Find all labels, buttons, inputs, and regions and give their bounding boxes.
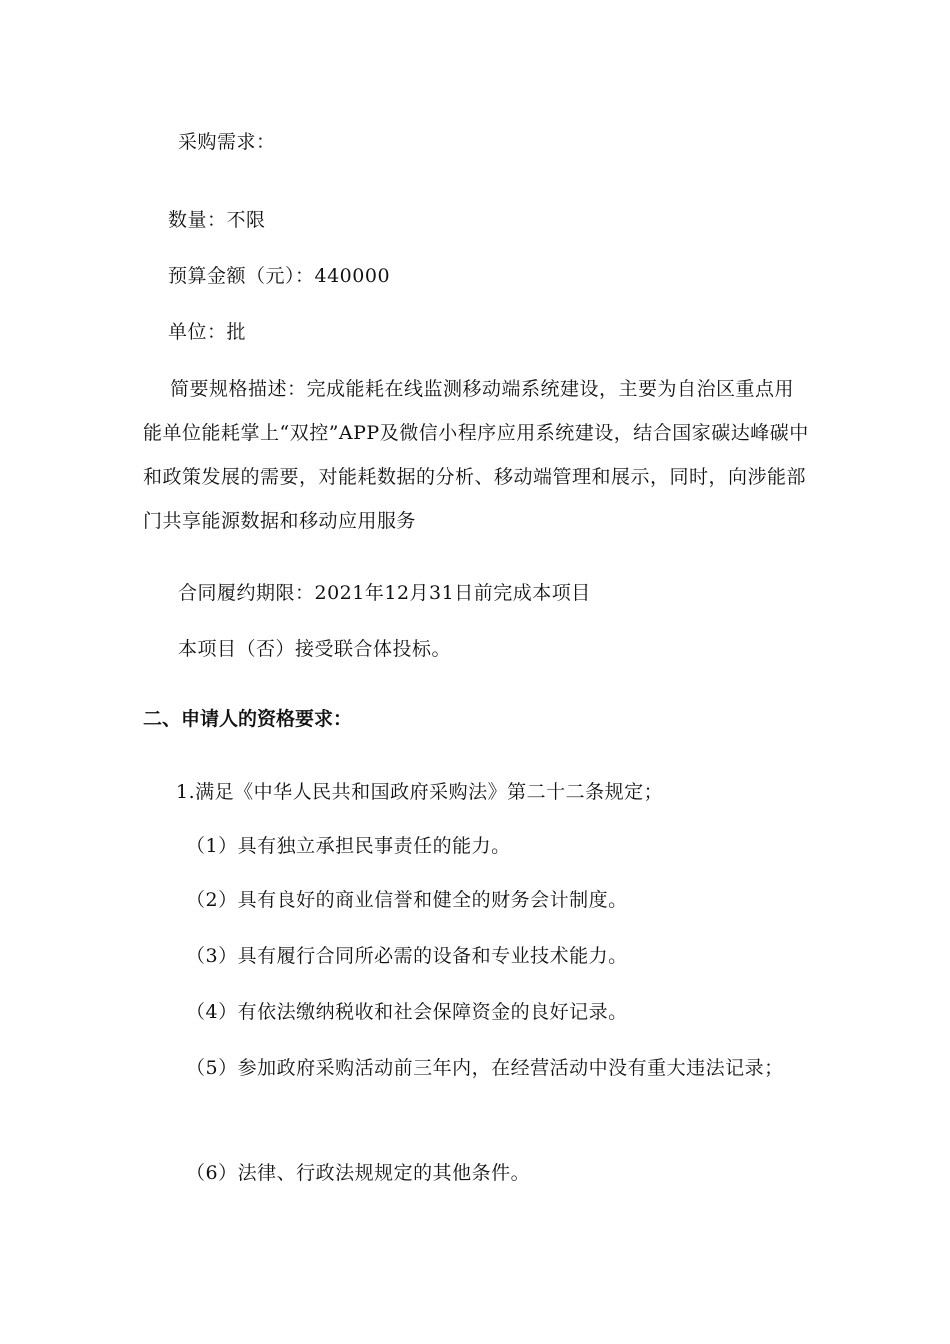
qualification-subitem: （4）有依法缴纳税收和社会保障资金的良好记录。 <box>186 1001 628 1023</box>
qualification-subitem: （5）参加政府采购活动前三年内，在经营活动中没有重大违法记录； <box>186 1057 784 1079</box>
procurement-title: 采购需求： <box>178 131 276 153</box>
qualification-heading: 二、申请人的资格要求： <box>143 708 353 730</box>
qualification-item-1: 1.满足《中华人民共和国政府采购法》第二十二条规定； <box>176 781 664 803</box>
budget-line: 预算金额（元）：440000 <box>168 265 391 287</box>
unit-line: 单位：批 <box>168 321 247 343</box>
consortium-statement: 本项目（否）接受联合体投标。 <box>178 638 452 660</box>
qualification-subitem: （3）具有履行合同所必需的设备和专业技术能力。 <box>186 945 628 967</box>
qualification-subitem: （6）法律、行政法规规定的其他条件。 <box>186 1162 531 1184</box>
quantity-line: 数量：不限 <box>168 209 266 231</box>
qualification-subitem: （1）具有独立承担民事责任的能力。 <box>186 835 511 857</box>
qualification-subitem: （2）具有良好的商业信誉和健全的财务会计制度。 <box>186 889 628 911</box>
contract-period: 合同履约期限：2021年12月31日前完成本项目 <box>178 582 591 604</box>
spec-description: 简要规格描述：完成能耗在线监测移动端系统建设，主要为自治区重点用能单位能耗掌上“双控”APP及微信小程序应用系统建设，结合国家碳达峰碳中和政策发展的需要，对能耗数据的分析、移动端管理和展示，同时，向涉能部门共享能源数据和移动应用服务 <box>143 378 809 532</box>
